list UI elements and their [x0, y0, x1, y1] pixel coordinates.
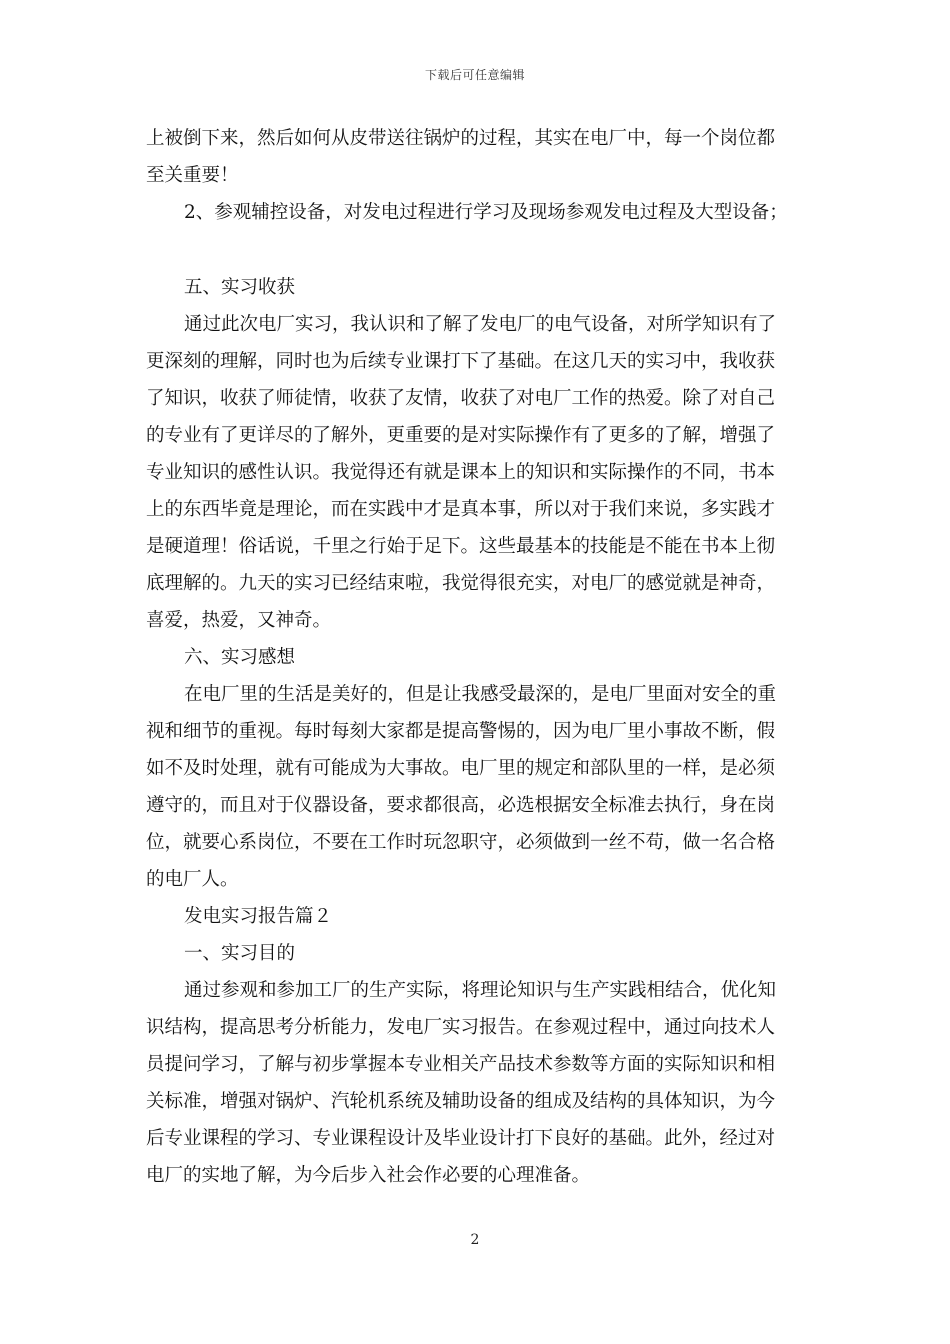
paragraph-line: 员提问学习，了解与初步掌握本专业相关产品技术参数等方面的实际知识和相: [146, 1054, 776, 1075]
paragraph-line: 至关重要！: [146, 165, 239, 186]
blank-line: [146, 231, 808, 269]
paragraph-line: 遵守的，而且对于仪器设备，要求都很高，必选根据安全标准去执行，身在岗: [146, 795, 776, 816]
paragraph-line: 通过此次电厂实习，我认识和了解了发电厂的电气设备，对所学知识有了: [184, 314, 777, 335]
paragraph-line: 位，就要心系岗位，不要在工作时玩忽职守，必须做到一丝不苟，做一名合格: [146, 832, 776, 853]
paragraph-line: 上的东西毕竟是理论，而在实践中才是真本事，所以对于我们来说，多实践才: [146, 499, 776, 520]
paragraph-line: 视和细节的重视。每时每刻大家都是提高警惕的，因为电厂里小事故不断，假: [146, 721, 776, 742]
paragraph-line: 是硬道理！俗话说，千里之行始于足下。这些最基本的技能是不能在书本上彻: [146, 536, 776, 557]
paragraph-line: 2、参观辅控设备，对发电过程进行学习及现场参观发电过程及大型设备；: [184, 202, 788, 223]
paragraph-line: 如不及时处理，就有可能成为大事故。电厂里的规定和部队里的一样，是必须: [146, 758, 776, 779]
paragraph-line: 专业知识的感性认识。我觉得还有就是课本上的知识和实际操作的不同，书本: [146, 462, 776, 483]
paragraph-line: 通过参观和参加工厂的生产实际，将理论知识与生产实践相结合，优化知: [184, 980, 777, 1001]
paragraph-line: 喜爱，热爱，又神奇。: [146, 610, 332, 631]
section-heading: 一、实习目的: [184, 943, 296, 964]
section-heading: 六、实习感想: [184, 647, 296, 668]
paragraph-line: 的专业有了更详尽的了解外，更重要的是对实际操作有了更多的了解，增强了: [146, 425, 776, 446]
paragraph-line: 电厂的实地了解，为今后步入社会作必要的心理准备。: [146, 1165, 591, 1186]
page-header: 下载后可任意编辑: [424, 68, 525, 82]
page-number: 2: [470, 1232, 480, 1248]
section-heading: 五、实习收获: [184, 277, 296, 298]
document-body: [146, 120, 808, 1194]
paragraph-line: 识结构，提高思考分析能力，发电厂实习报告。在参观过程中，通过向技术人: [146, 1017, 776, 1038]
paragraph-line: 更深刻的理解，同时也为后续专业课打下了基础。在这几天的实习中，我收获: [146, 351, 776, 372]
paragraph-line: 底理解的。九天的实习已经结束啦，我觉得很充实，对电厂的感觉就是神奇，: [146, 573, 776, 594]
paragraph-line: 了知识，收获了师徒情，收获了友情，收获了对电厂工作的热爱。除了对自己: [146, 388, 776, 409]
paragraph-line: 上被倒下来，然后如何从皮带送往锅炉的过程，其实在电厂中，每一个岗位都: [146, 128, 776, 149]
paragraph-line: 后专业课程的学习、专业课程设计及毕业设计打下良好的基础。此外，经过对: [146, 1128, 776, 1149]
paragraph-line: 在电厂里的生活是美好的，但是让我感受最深的，是电厂里面对安全的重: [184, 684, 777, 705]
paragraph-line: 关标准，增强对锅炉、汽轮机系统及辅助设备的组成及结构的具体知识，为今: [146, 1091, 776, 1112]
report-title: 发电实习报告篇２: [184, 906, 333, 927]
paragraph-line: 的电厂人。: [146, 869, 239, 890]
